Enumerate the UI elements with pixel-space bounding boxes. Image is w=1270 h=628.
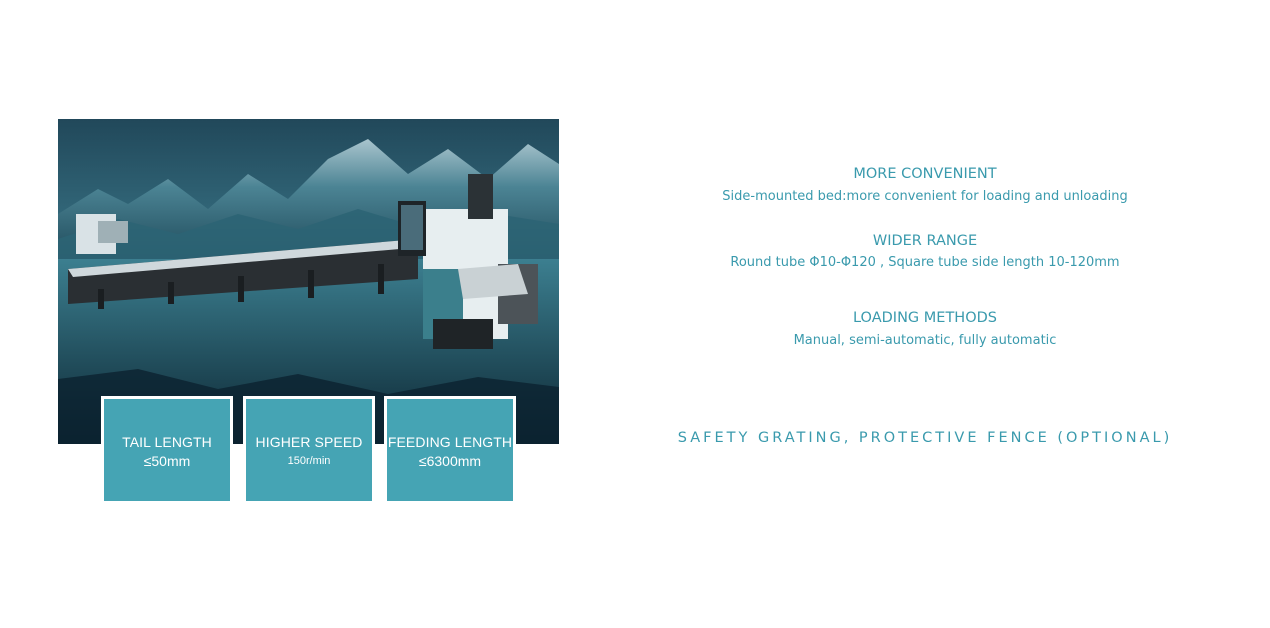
feeding-length-box — [384, 396, 516, 504]
higher-speed-value: 150r/min — [287, 455, 331, 467]
safety-note: SAFETY GRATING, PROTECTIVE FENCE (OPTIONAL) — [677, 430, 1173, 446]
feature-title-range: WIDER RANGE — [872, 233, 978, 249]
feature-desc-loading: Manual, semi-automatic, fully automatic — [793, 333, 1057, 348]
feature-desc-range: Round tube Φ10-Φ120 , Square tube side length 10-120mm — [730, 255, 1120, 270]
feeding-length-value: ≤6300mm — [418, 453, 482, 469]
feature-title-convenient: MORE CONVENIENT — [853, 166, 997, 182]
tail-length-title: TAIL LENGTH — [122, 434, 212, 450]
tail-length-box — [101, 396, 233, 504]
higher-speed-title: HIGHER SPEED — [255, 434, 363, 450]
tail-length-value: ≤50mm — [143, 453, 191, 469]
higher-speed-box — [243, 396, 375, 504]
feature-title-loading: LOADING METHODS — [853, 310, 997, 326]
feature-desc-convenient: Side-mounted bed:more convenient for loading and unloading — [722, 189, 1128, 204]
feature-list — [660, 0, 1190, 628]
feeding-length-title: FEEDING LENGTH — [387, 434, 513, 450]
